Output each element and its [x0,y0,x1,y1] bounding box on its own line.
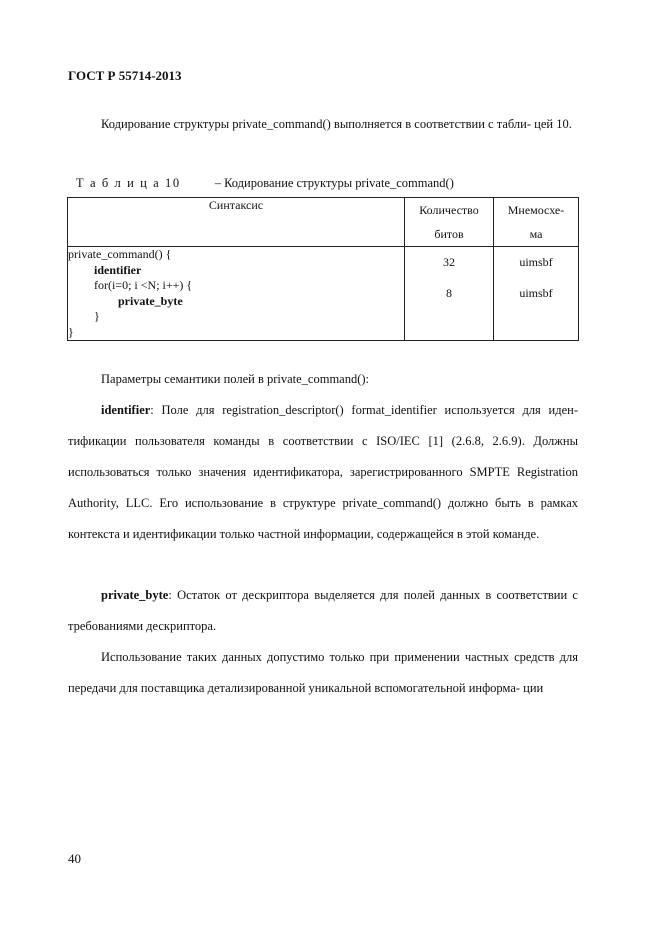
code-line: } [94,309,100,323]
code-line: for(i=0; i <N; i++) { [94,278,193,292]
bits-value: 8 [446,286,452,300]
table-row [68,247,579,341]
header-mnemonic-line1: Мнемосхе- [507,203,565,217]
private-byte-term: private_byte [101,588,169,602]
header-mnemonic [494,198,579,247]
table-header-row [68,198,579,247]
table-caption-title: – Кодирование структуры private_command() [214,176,454,190]
identifier-term: identifier [101,403,151,417]
bits-cell [405,247,494,341]
header-bits-line1: Количество [419,203,479,217]
header-syntax: Синтаксис [68,198,405,247]
semantics-intro: Параметры семантики полей в private_command(): [101,372,370,386]
code-line: private_command() { [68,247,172,261]
header-bits [405,198,494,247]
mnemonic-value: uimsbf [519,286,553,300]
table-caption [76,176,454,191]
code-line: } [68,324,74,339]
syntax-table [67,197,579,341]
intro-paragraph: Кодирование структуры private_command() выполняется в соответствии с табли- цей 10. [101,117,572,131]
syntax-code-cell [68,247,405,341]
identifier-description: : Поле для registration_descriptor() format_identifier используется для иден- тификации пользователя команды в соответствии с ISO/IEC [1] (2.6.8, 2.6.9). Должны использоваться только значения идентификатора, зарегистрированного SMPTE Registration Authority, LLC. Его использование в структуре private_command() должно быть в рамках контекста и идентификации только частной информации, содержащейся в этой команде. [68,403,578,541]
identifier-paragraph [68,395,578,550]
usage-paragraph: Использование таких данных допустимо только при применении частных средств для передачи для поставщика детализированной уникальной вспомогательной информа- ции [68,650,578,695]
private-byte-description: : Остаток от дескриптора выделяется для полей данных в соответствии с требованиями дескриптора. [68,588,578,633]
document-header: ГОСТ Р 55714-2013 [68,68,182,83]
table-caption-label: Т а б л и ц а 10 [76,176,181,190]
code-line: private_byte [118,293,183,308]
header-bits-line2: битов [434,227,464,241]
mnemonic-value: uimsbf [519,255,553,269]
bits-value: 32 [443,255,455,269]
private-byte-paragraph [68,580,578,642]
page-number: 40 [68,851,81,866]
mnemonic-cell [494,247,579,341]
code-line: identifier [94,262,142,277]
header-mnemonic-line2: ма [529,227,543,241]
